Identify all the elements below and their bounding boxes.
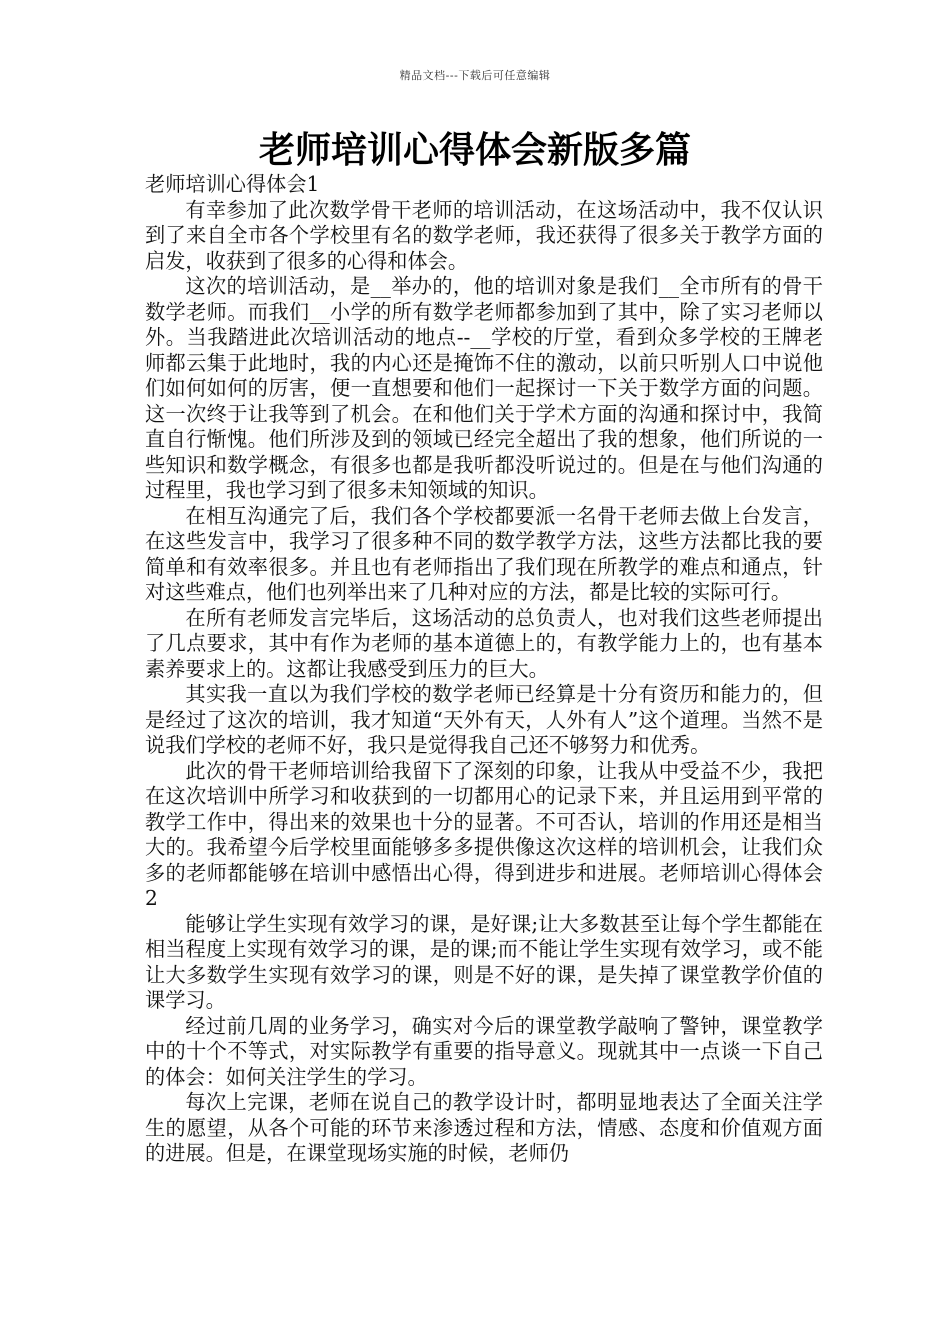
header-note: 精品文档---下载后可任意编辑 <box>399 69 551 82</box>
paragraph: 有幸参加了此次数学骨干老师的培训活动，在这场活动中，我不仅认识到了来自全市各个学校里有名的数学老师，我还获得了很多关于教学方面的启发，收获到了很多的心得和体会。 <box>145 197 823 273</box>
paragraph: 在相互沟通完了后，我们各个学校都要派一名骨干老师去做上台发言，在这些发言中，我学习了很多种不同的数学教学方法，这些方法都比我的要简单和有效率很多。并且也有老师指出了我们现在所教学的难点和通点，针对这些难点，他们也列举出来了几种对应的方法，都是比较的实际可行。 <box>145 503 823 604</box>
document-body <box>145 172 823 1167</box>
paragraph: 这次的培训活动，是__举办的，他的培训对象是我们__全市所有的骨干数学老师。而我们__小学的所有数学老师都参加到了其中，除了实习老师以外。当我踏进此次培训活动的地点--__学校的厅堂，看到众多学校的王牌老师都云集于此地时，我的内心还是掩饰不住的激动，以前只听别人口中说他们如何如何的厉害，便一直想要和他们一起探讨一下关于数学方面的问题。这一次终于让我等到了机会。在和他们关于学术方面的沟通和探讨中，我简直自行惭愧。他们所涉及到的领域已经完全超出了我的想象，他们所说的一些知识和数学概念，有很多也都是我听都没听说过的。但是在与他们沟通的过程里，我也学习到了很多未知领域的知识。 <box>145 274 823 502</box>
paragraph: 每次上完课，老师在说自己的教学设计时，都明显地表达了全面关注学生的愿望，从各个可能的环节来渗透过程和方法，情感、态度和价值观方面的进展。但是，在课堂现场实施的时候，老师仍 <box>145 1090 823 1165</box>
paragraph: 此次的骨干老师培训给我留下了深刻的印象，让我从中受益不少，我把在这次培训中所学习和收获到的一切都用心的记录下来，并且运用到平常的教学工作中，得出来的效果也十分的显著。不可否认，培训的作用还是相当大的。我希望今后学校里面能够多多提供像这次这样的培训机会，让我们众多的老师都能够在培训中感悟出心得，得到进步和进展。老师培训心得体会2 <box>145 758 823 910</box>
paragraph: 在所有老师发言完毕后，这场活动的总负责人，也对我们这些老师提出了几点要求，其中有作为老师的基本道德上的，有教学能力上的，也有基本素养要求上的。这都让我感受到压力的巨大。 <box>145 605 823 681</box>
document-title: 老师培训心得体会新版多篇 <box>258 129 691 171</box>
section-heading: 老师培训心得体会1 <box>145 172 320 196</box>
paragraph: 经过前几周的业务学习，确实对今后的课堂教学敲响了警钟，课堂教学中的十个不等式，对实际教学有重要的指导意义。现就其中一点谈一下自己的体会：如何关注学生的学习。 <box>145 1013 823 1089</box>
paragraph: 能够让学生实现有效学习的课，是好课;让大多数甚至让每个学生都能在相当程度上实现有效学习的课，是的课;而不能让学生实现有效学习，或不能让大多数学生实现有效学习的课，则是不好的课，是失掉了课堂教学价值的课学习。 <box>145 911 823 1012</box>
paragraph: 其实我一直以为我们学校的数学老师已经算是十分有资历和能力的，但是经过了这次的培训，我才知道“天外有天，人外有人”这个道理。当然不是说我们学校的老师不好，我只是觉得我自己还不够努力和优秀。 <box>145 682 823 757</box>
